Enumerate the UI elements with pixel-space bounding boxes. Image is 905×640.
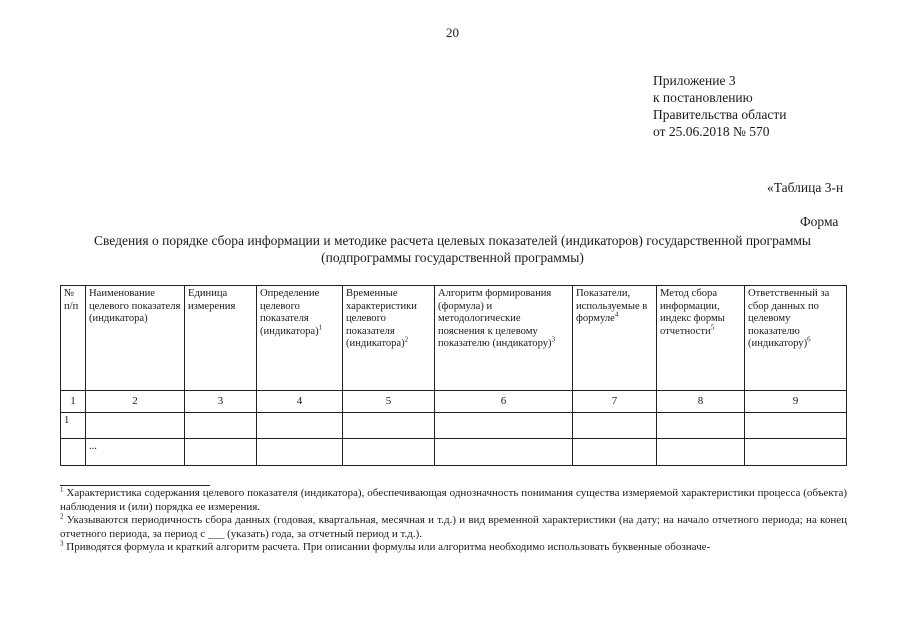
table-cell <box>257 413 343 439</box>
appendix-line-2: к постановлению <box>653 90 753 105</box>
table-header-row <box>61 286 847 391</box>
table-cell <box>185 439 257 466</box>
column-number-row <box>61 391 847 413</box>
appendix-line-1: Приложение 3 <box>653 73 736 88</box>
table-cell <box>435 413 573 439</box>
table-cell <box>657 413 745 439</box>
table-row <box>61 413 847 439</box>
header-cell: Единица измерения <box>185 286 257 391</box>
table-cell <box>435 439 573 466</box>
table-cell <box>86 413 185 439</box>
header-cell: Определение целевого показателя (индикатора)$^1$ <box>257 286 343 391</box>
column-number: 4 <box>257 391 343 413</box>
table-cell <box>343 413 435 439</box>
appendix-line-4: от 25.06.2018 № 570 <box>653 124 770 139</box>
document-title: Сведения о порядке сбора информации и методике расчета целевых показателей (индикаторов) государственной программы (подпрограммы государственной программы) <box>93 233 811 265</box>
footnotes <box>60 487 847 555</box>
table-cell <box>745 439 847 466</box>
header-cell: Ответственный за сбор данных по целевому показателю (индикатору)$^6$ <box>745 286 847 391</box>
footnote-1: $^1$ Характеристика содержания целевого показателя (индикатора), обеспечивающая однозначность понимания существа измеряемой характеристики процесса (объекта) наблюдения и (или) порядка ее измерения. <box>60 485 847 513</box>
table-reference: «Таблица 3-н <box>767 180 844 195</box>
column-number: 9 <box>745 391 847 413</box>
column-number: 1 <box>61 391 86 413</box>
appendix-line-3: Правительства области <box>653 107 787 122</box>
footnote-3: $^3$ Приводятся формула и краткий алгоритм расчета. При описании формулы или алгоритма необходимо использовать буквенные обозначе- <box>60 539 711 553</box>
footnote-separator <box>60 485 210 486</box>
table-cell <box>745 413 847 439</box>
header-cell: № п/п <box>61 286 86 391</box>
form-label: Форма <box>800 214 839 229</box>
table-cell <box>343 439 435 466</box>
header-cell: Показатели, используемые в формуле$^4$ <box>573 286 657 391</box>
appendix-block <box>653 72 786 140</box>
column-number: 5 <box>343 391 435 413</box>
table-cell <box>573 413 657 439</box>
header-cell: Наименование целевого показателя (индикатора) <box>86 286 185 391</box>
footnote-2: $^2$ Указываются периодичность сбора данных (годовая, квартальная, месячная и т.д.) и вид временной характеристики (на дату; на начало отчетного периода; на конец отчетного периода, за период с ___ (указать) года, за отчетный период и т.д.). <box>60 512 847 540</box>
page-number: 20 <box>446 25 459 40</box>
table-row <box>61 439 847 466</box>
indicators-form-table <box>60 285 847 466</box>
column-number: 6 <box>435 391 573 413</box>
table-cell: ... <box>86 439 185 466</box>
table-cell <box>573 439 657 466</box>
table-cell <box>61 439 86 466</box>
column-number: 7 <box>573 391 657 413</box>
header-cell: Временные характеристики целевого показателя (индикатора)$^2$ <box>343 286 435 391</box>
table-cell <box>657 439 745 466</box>
header-cell: Алгоритм формирования (формула) и методологические пояснения к целевому показателю (индикатору)$^3$ <box>435 286 573 391</box>
table-cell: 1 <box>61 413 86 439</box>
table-cell <box>185 413 257 439</box>
column-number: 2 <box>86 391 185 413</box>
header-cell: Метод сбора информации, индекс формы отчетности$^5$ <box>657 286 745 391</box>
column-number: 8 <box>657 391 745 413</box>
column-number: 3 <box>185 391 257 413</box>
table-cell <box>257 439 343 466</box>
